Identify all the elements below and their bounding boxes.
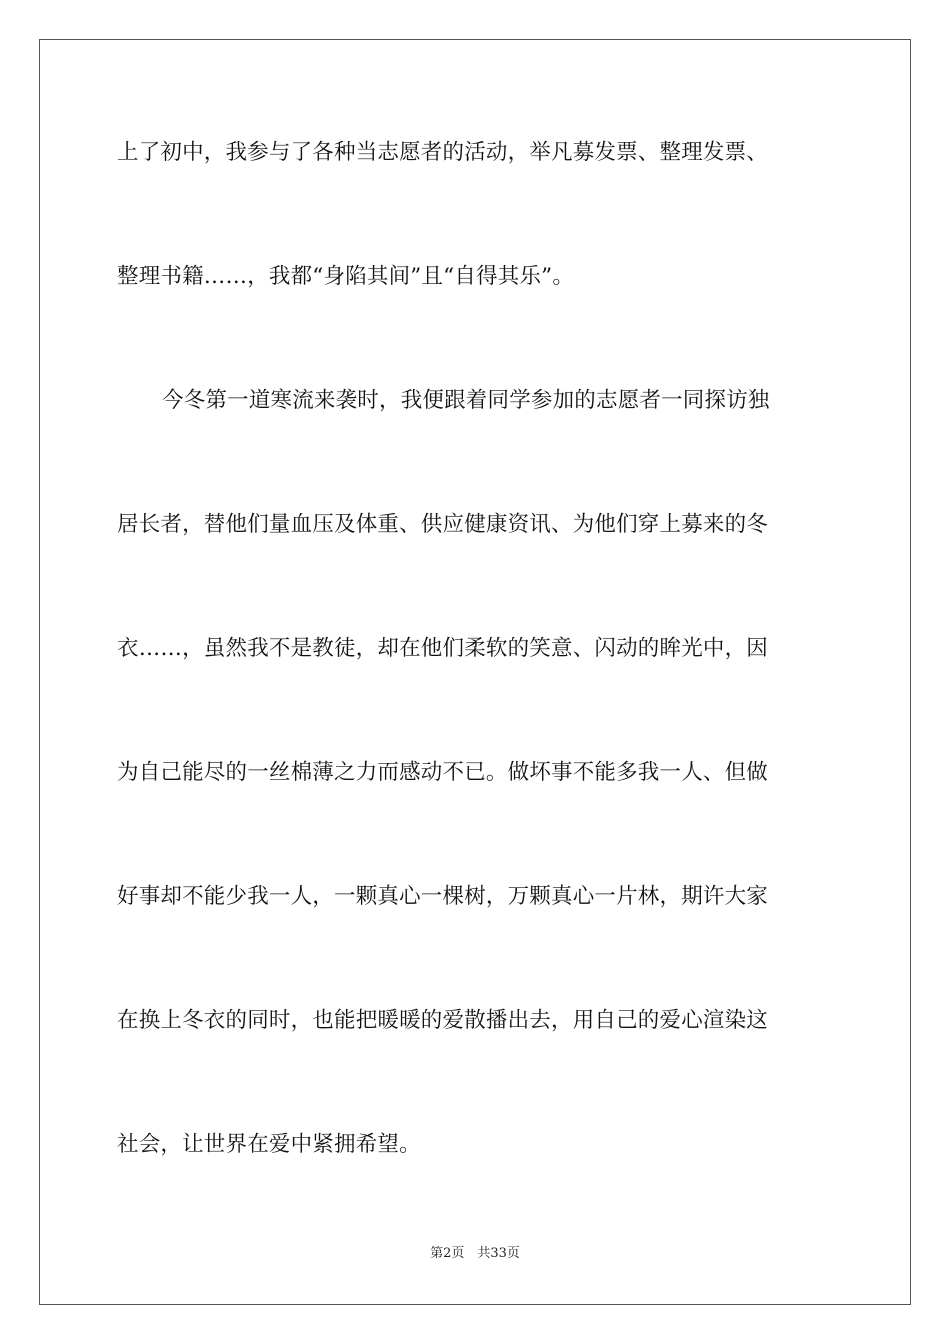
page-border [39, 39, 911, 1305]
body-text-line: 衣……，虽然我不是教徒，却在他们柔软的笑意、闪动的眸光中，因 [117, 636, 769, 661]
body-text-line: 居长者，替他们量血压及体重、供应健康资讯、为他们穿上募来的冬 [117, 512, 769, 537]
body-text-line: 社会，让世界在爱中紧拥希望。 [117, 1132, 421, 1157]
body-text-line: 上了初中，我参与了各种当志愿者的活动，举凡募发票、整理发票、 [117, 140, 769, 165]
body-text-line: 在换上冬衣的同时，也能把暖暖的爱散播出去，用自己的爱心渲染这 [117, 1008, 769, 1033]
paragraph-first-line: 今冬第一道寒流来袭时，我便跟着同学参加的志愿者一同探访独 [162, 388, 770, 413]
body-text-line: 为自己能尽的一丝棉薄之力而感动不已。做坏事不能多我一人、但做 [117, 760, 769, 785]
body-text-line: 好事却不能少我一人，一颗真心一棵树，万颗真心一片林，期许大家 [117, 884, 769, 909]
body-text-line: 整理书籍……，我都“身陷其间”且“自得其乐”。 [117, 264, 575, 289]
page-number: 第2页 共33页 [430, 1246, 520, 1261]
